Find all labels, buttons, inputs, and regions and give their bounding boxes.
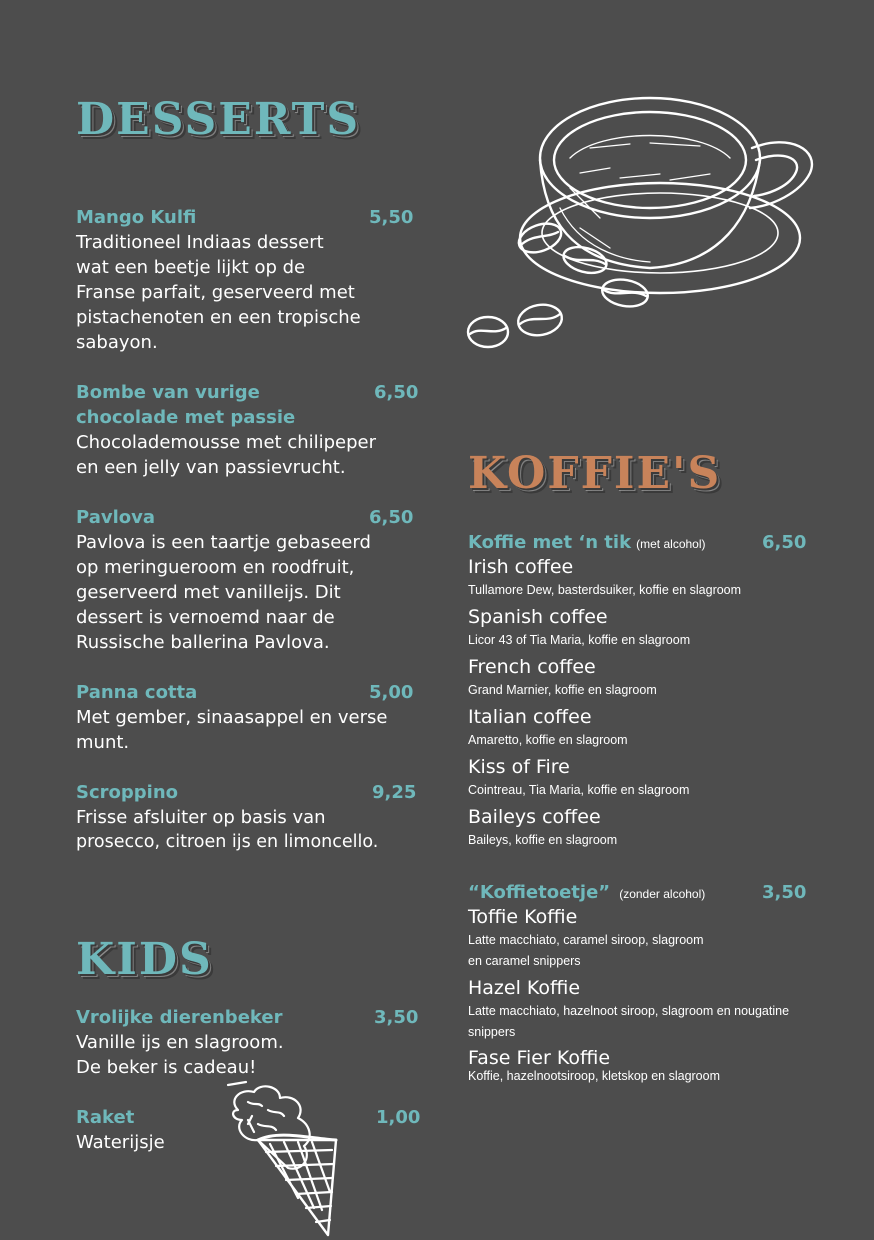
item-desc-line: Pavlova is een taartje gebaseerd <box>76 532 371 553</box>
item-desc-line: munt. <box>76 732 130 753</box>
coffee-name: Hazel Koffie <box>468 977 581 999</box>
item-price: 1,00 <box>376 1107 421 1128</box>
coffee-name: Kiss of Fire <box>468 756 570 778</box>
koffie-group-met-tik <box>468 530 848 851</box>
group-name: “Koffietoetje” <box>468 882 611 903</box>
dessert-item-mango-kulfi <box>76 205 421 355</box>
dessert-item-pavlova <box>76 505 421 655</box>
item-desc-line: op meringueroom en roodfruit, <box>76 557 355 578</box>
kids-title: KIDS <box>76 934 213 985</box>
group-name: Koffie met ‘n tik <box>468 532 632 553</box>
koffie-group-koffietoetje <box>468 880 848 1083</box>
item-name: Mango Kulfi <box>76 207 197 228</box>
item-name: Panna cotta <box>76 682 198 703</box>
koffies-title: KOFFIE'S <box>468 448 722 499</box>
item-name: Scroppino <box>76 782 178 803</box>
item-desc-line: Chocolademousse met chilipeper <box>76 432 377 453</box>
item-desc-line: De beker is cadeau! <box>76 1057 257 1078</box>
coffee-sub: Tullamore Dew, basterdsuiker, koffie en slagroom <box>468 583 742 597</box>
coffee-sub: en caramel snippers <box>468 954 581 968</box>
item-desc-line: dessert is vernoemd naar de <box>76 607 335 628</box>
coffee-sub: Grand Marnier, koffie en slagroom <box>468 683 657 697</box>
item-desc-line: en een jelly van passievrucht. <box>76 457 346 478</box>
coffee-name: Fase Fier Koffie <box>468 1047 611 1069</box>
dessert-item-scroppino <box>76 780 436 855</box>
coffee-name: Baileys coffee <box>468 806 601 828</box>
item-desc-line: Vanille ijs en slagroom. <box>76 1032 284 1053</box>
coffee-sub: Baileys, koffie en slagroom <box>468 833 618 847</box>
item-desc-line: Waterijsje <box>76 1132 165 1153</box>
coffee-name: Italian coffee <box>468 706 592 728</box>
item-price: 5,00 <box>369 682 414 703</box>
item-desc-line: Met gember, sinaasappel en verse <box>76 707 388 728</box>
coffee-sub: Amaretto, koffie en slagroom <box>468 733 628 747</box>
coffee-name: Toffie Koffie <box>468 906 578 928</box>
coffee-name: French coffee <box>468 656 596 678</box>
coffee-name: Spanish coffee <box>468 606 608 628</box>
item-name: Pavlova <box>76 507 156 528</box>
group-note: (zonder alcohol) <box>619 887 706 901</box>
coffee-name: Irish coffee <box>468 556 574 578</box>
item-desc-line: geserveerd met vanilleijs. Dit <box>76 582 341 603</box>
item-price: 9,25 <box>372 782 417 803</box>
coffee-sub: Cointreau, Tia Maria, koffie en slagroom <box>468 783 690 797</box>
item-desc-line: Frisse afsluiter op basis van <box>76 807 326 828</box>
coffee-sub: Latte macchiato, hazelnoot siroop, slagroom en nougatine <box>468 1004 790 1018</box>
item-desc-line: pistachenoten en een tropische <box>76 307 361 328</box>
group-note: (met alcohol) <box>636 537 706 551</box>
item-desc-line: Traditioneel Indiaas dessert <box>76 232 324 253</box>
item-desc-line: Franse parfait, geserveerd met <box>76 282 355 303</box>
item-desc-line: wat een beetje lijkt op de <box>76 257 306 278</box>
desserts-title: DESSERTS <box>76 94 361 145</box>
ice-cream-cone-icon <box>218 1080 388 1240</box>
item-desc-line: Russische ballerina Pavlova. <box>76 632 330 653</box>
dessert-item-bombe <box>76 380 421 480</box>
item-name-line: chocolade met passie <box>76 407 296 428</box>
item-name-line: Bombe van vurige <box>76 382 260 403</box>
item-name: Vrolijke dierenbeker <box>76 1007 283 1028</box>
group-price: 6,50 <box>762 532 807 553</box>
item-price: 6,50 <box>374 382 419 403</box>
item-price: 5,50 <box>369 207 414 228</box>
coffee-sub: snippers <box>468 1025 516 1039</box>
coffee-sub: Latte macchiato, caramel siroop, slagroom <box>468 933 704 947</box>
item-desc-line: prosecco, citroen ijs en limoncello. <box>76 832 379 852</box>
item-name: Raket <box>76 1107 135 1128</box>
item-price: 6,50 <box>369 507 414 528</box>
coffee-sub: Koffie, hazelnootsiroop, kletskop en slagroom <box>468 1069 721 1083</box>
item-price: 3,50 <box>374 1007 419 1028</box>
coffee-cup-icon <box>460 88 820 358</box>
group-price: 3,50 <box>762 882 807 903</box>
coffee-sub: Licor 43 of Tia Maria, koffie en slagroom <box>468 633 691 647</box>
item-desc-line: sabayon. <box>76 332 158 353</box>
dessert-item-panna-cotta <box>76 680 421 755</box>
kids-item-dierenbeker <box>76 1005 421 1080</box>
